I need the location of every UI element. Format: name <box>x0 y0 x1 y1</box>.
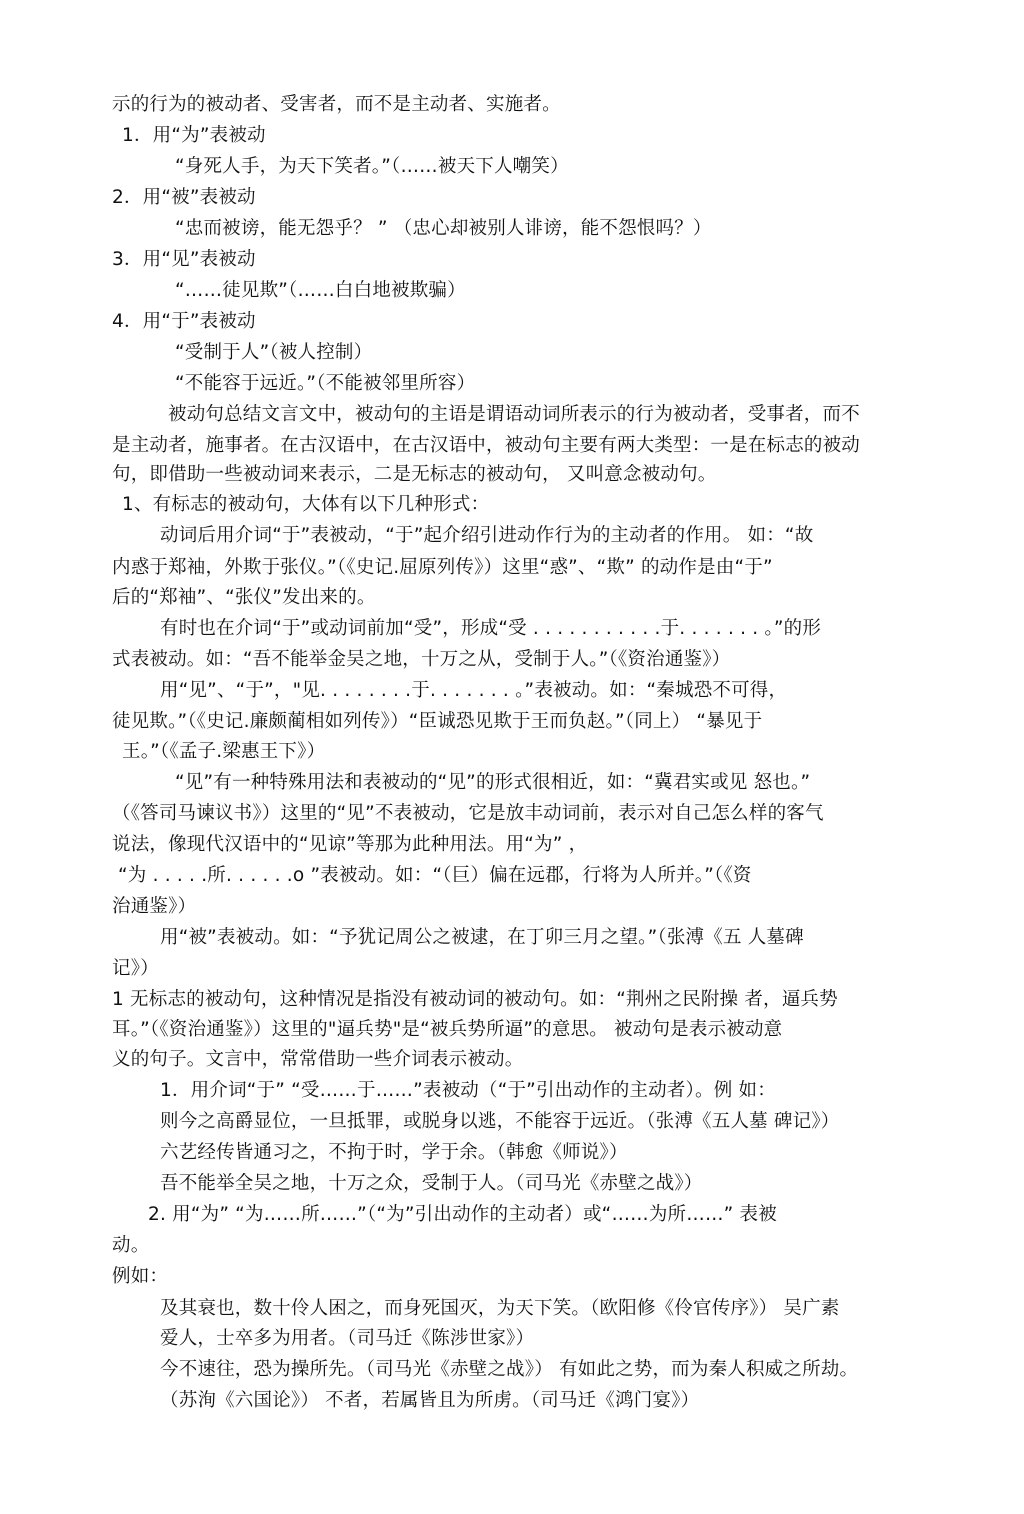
text-line: （苏洵《六国论》） 不者，若属皆且为所虏。（司马迁《鸿门宴》） <box>160 1390 700 1411</box>
text-line: 用“见”、“于”，"见. . . . . . . .于. . . . . . . 。”表被动。如：“秦城恐不可得， <box>160 680 788 701</box>
text-line: 1．用“为”表被动 <box>122 125 266 146</box>
text-line: 被动句总结文言文中，被动句的主语是谓语动词所表示的行为被动者，受事者，而不 <box>168 404 860 425</box>
text-line: 1．用介词“于” “受……于……”表被动（“于”引出动作的主动者）。例 如： <box>160 1080 776 1101</box>
text-line: “……徒见欺”（……白白地被欺骗） <box>175 280 466 301</box>
text-line: 有时也在介词“于”或动词前加“受”，形成“受 . . . . . . . . . . .于. . . . . . . 。”的形 <box>160 618 822 639</box>
text-line: 1、有标志的被动句，大体有以下几种形式： <box>122 494 490 515</box>
text-line: 徒见欺。”（《史记.廉颇蔺相如列传》）“臣诚恐见欺于王而负赵。”（同上） “暴见于 <box>112 711 763 732</box>
text-line: 后的“郑袖”、“张仪”发出来的。 <box>112 587 376 608</box>
text-line: 句，即借助一些被动词来表示，二是无标志的被动句， 又叫意念被动句。 <box>112 464 717 485</box>
text-line: 耳。”（《资治通鉴》）这里的"逼兵势"是“被兵势所逼”的意思。 被动句是表示被动意 <box>112 1019 783 1040</box>
text-line: 内惑于郑袖，外欺于张仪。”（《史记.屈原列传》）这里“惑”、“欺” 的动作是由“于” <box>112 557 773 578</box>
text-line: 王。”（《孟子.梁惠王下》） <box>122 741 326 762</box>
text-line: 记》） <box>112 958 159 979</box>
text-line: 示的行为的被动者、受害者，而不是主动者、实施者。 <box>112 94 561 115</box>
text-line: （《答司马谏议书》）这里的“见”不表被动，它是放丰动词前，表示对自己怎么样的客气 <box>112 803 824 824</box>
text-line: 及其衰也，数十伶人困之，而身死国灭，为天下笑。（欧阳修《伶官传序》） 吴广素 <box>160 1298 840 1319</box>
text-line: “不能容于远近。”（不能被邻里所容） <box>175 373 476 394</box>
text-line: 3．用“见”表被动 <box>112 249 256 270</box>
text-line: 今不速往，恐为操所先。（司马光《赤壁之战》） 有如此之势，而为秦人积威之所劫。 <box>160 1359 859 1380</box>
text-line: 式表被动。如：“吾不能举金吴之地，十万之从，受制于人。”（《资治通鉴》） <box>112 649 731 670</box>
text-line: “见”有一种特殊用法和表被动的“见”的形式很相近，如：“冀君实或见 怒也。” <box>175 772 811 793</box>
text-line: 2. 用“为” “为……所……”（“为”引出动作的主动者）或“……为所……” 表被 <box>148 1204 777 1225</box>
text-line: 动。 <box>112 1235 150 1256</box>
text-line: 动词后用介词“于”表被动，“于”起介绍引进动作行为的主动者的作用。 如：“故 <box>160 525 814 546</box>
text-line: 爱人，士卒多为用者。（司马迁《陈涉世家》） <box>160 1328 535 1349</box>
text-line: 义的句子。文言中，常常借助一些介词表示被动。 <box>112 1049 524 1070</box>
text-line: 说法，像现代汉语中的“见谅”等那为此种用法。用“为” ， <box>112 834 588 855</box>
text-line: 1 无标志的被动句，这种情况是指没有被动词的被动句。如：“荆州之民附操 者，逼兵势 <box>112 989 838 1010</box>
text-line: 用“被”表被动。如：“予犹记周公之被逮，在丁卯三月之望。”（张溥《五 人墓碑 <box>160 927 804 948</box>
text-line: 吾不能举全吴之地，十万之众，受制于人。（司马光《赤壁之战》） <box>160 1173 703 1194</box>
text-line: “身死人手，为天下笑者。”（……被天下人嘲笑） <box>175 156 569 177</box>
text-line: 是主动者，施事者。在古汉语中，在古汉语中，被动句主要有两大类型：一是在标志的被动 <box>112 435 861 456</box>
text-line: 六艺经传皆通习之，不拘于时，学于余。（韩愈《师说》） <box>160 1142 628 1163</box>
text-line: 则今之高爵显位，一旦抵罪，或脱身以逃，不能容于远近。（张溥《五人墓 碑记》） <box>160 1111 840 1132</box>
text-line: 4．用“于”表被动 <box>112 311 256 332</box>
text-line: “忠而被谤，能无怨乎？ ” （忠心却被别人诽谤，能不怨恨吗？） <box>175 218 712 239</box>
text-line: “受制于人”（被人控制） <box>175 342 373 363</box>
text-line: 2．用“被”表被动 <box>112 187 256 208</box>
text-line: 例如： <box>112 1266 169 1287</box>
text-line: 治通鉴》） <box>112 896 197 917</box>
text-line: “为 . . . . .所. . . . . .o ”表被动。如：“（巨）偏在远郡，行将为人所并。”（《资 <box>118 865 752 886</box>
